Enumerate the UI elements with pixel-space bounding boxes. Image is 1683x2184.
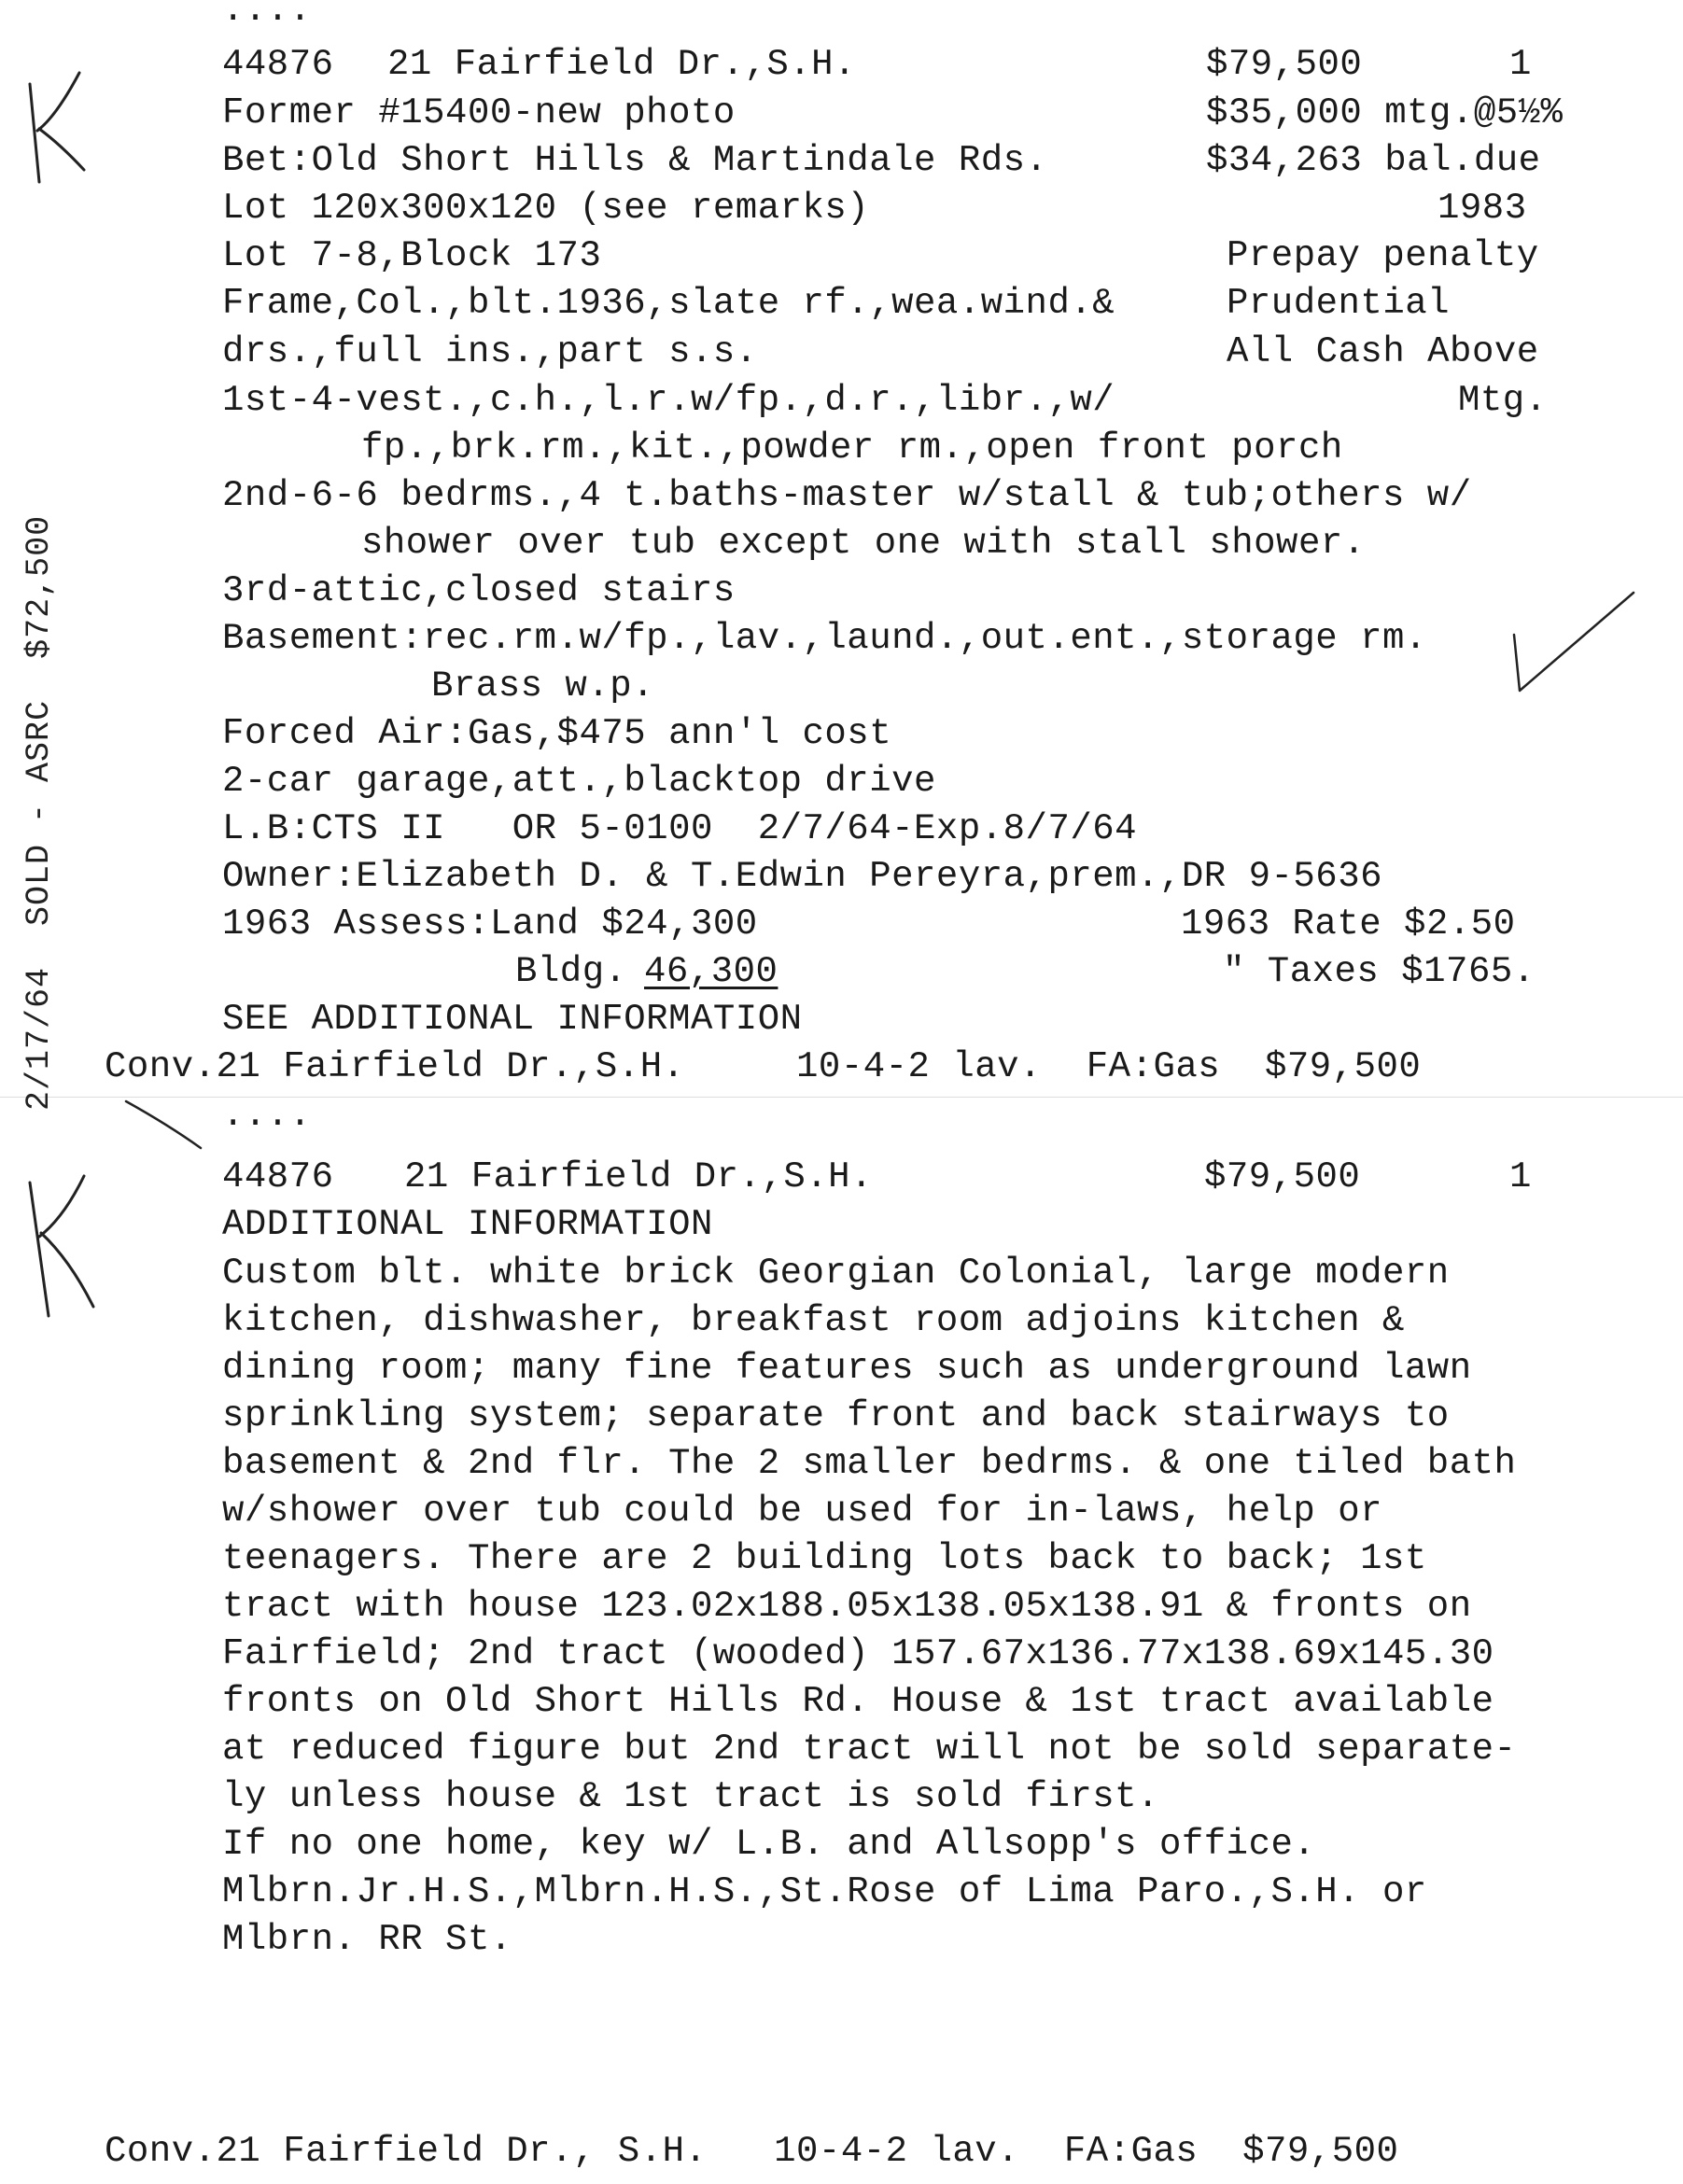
check-mark <box>1503 579 1643 700</box>
card2-price: $79,500 <box>1204 1156 1361 1197</box>
remarks-line: Mlbrn.Jr.H.S.,Mlbrn.H.S.,St.Rose of Lima Paro.,S.H. or <box>222 1871 1427 1912</box>
first-floor-cont: fp.,brk.rm.,kit.,powder rm.,open front porch <box>361 427 1343 469</box>
balance-due-line: $34,263 bal.due <box>1206 140 1541 181</box>
remarks-line: sprinkling system; separate front and back stairways to <box>222 1395 1450 1436</box>
remarks-line: fronts on Old Short Hills Rd. House & 1st tract available <box>222 1681 1494 1722</box>
heating-line: Forced Air:Gas,$475 ann'l cost <box>222 713 892 754</box>
owner-line: Owner:Elizabeth D. & T.Edwin Pereyra,prem.,DR 9-5636 <box>222 856 1382 897</box>
garage-line: 2-car garage,att.,blacktop drive <box>222 761 936 802</box>
card1-address: 21 Fairfield Dr.,S.H. <box>387 44 856 85</box>
additional-info-title: ADDITIONAL INFORMATION <box>222 1204 713 1245</box>
all-cash-mtg: Mtg. <box>1458 380 1548 421</box>
remarks-line: Mlbrn. RR St. <box>222 1919 512 1960</box>
card2-dots: .... <box>222 1095 312 1136</box>
card1-price: $79,500 <box>1206 44 1363 85</box>
second-floor-cont: shower over tub except one with stall shower. <box>361 523 1366 564</box>
sold-stamp: 2/17/64 SOLD - ASRC $72,500 <box>21 514 58 1111</box>
remarks-line: at reduced figure but 2nd tract will not be sold separate- <box>222 1729 1517 1770</box>
assess-bldg-label: Bldg. <box>515 951 627 992</box>
due-year: 1983 <box>1438 188 1527 229</box>
taxes-line: " Taxes $1765. <box>1223 951 1536 992</box>
prepay-penalty: Prepay penalty <box>1227 235 1539 276</box>
remarks-line: w/shower over tub could be used for in-laws, help or <box>222 1491 1382 1532</box>
between-roads-line: Bet:Old Short Hills & Martindale Rds. <box>222 140 1048 181</box>
lot-size-line: Lot 120x300x120 (see remarks) <box>222 188 870 229</box>
remarks-line: ly unless house & 1st tract is sold first. <box>222 1776 1159 1817</box>
lot-block-line: Lot 7-8,Block 173 <box>222 235 602 276</box>
third-floor-line: 3rd-attic,closed stairs <box>222 570 736 611</box>
mortgage-line: $35,000 mtg.@5½% <box>1206 92 1564 133</box>
handwritten-k-bottom <box>19 1171 103 1321</box>
handwritten-k-top <box>19 65 93 187</box>
listing-broker-line: L.B:CTS II OR 5-0100 2/7/64-Exp.8/7/64 <box>222 808 1138 849</box>
handwritten-stroke <box>121 1092 215 1157</box>
tax-rate-line: 1963 Rate $2.50 <box>1181 903 1516 945</box>
doors-line: drs.,full ins.,part s.s. <box>222 331 758 372</box>
basement-line: Basement:rec.rm.w/fp.,lav.,laund.,out.ent.,storage rm. <box>222 618 1427 659</box>
frame-line: Frame,Col.,blt.1936,slate rf.,wea.wind.& <box>222 283 1115 324</box>
card1-dots: .... <box>222 0 312 31</box>
second-floor-line: 2nd-6-6 bedrms.,4 t.baths-master w/stall & tub;others w/ <box>222 475 1472 516</box>
card2-address: 21 Fairfield Dr.,S.H. <box>404 1156 873 1197</box>
remarks-line: dining room; many fine features such as underground lawn <box>222 1348 1472 1389</box>
lender: Prudential <box>1227 283 1451 324</box>
basement-cont: Brass w.p. <box>431 665 655 707</box>
card1-listing-number: 44876 <box>222 44 334 85</box>
card2-page-number: 1 <box>1509 1156 1532 1197</box>
remarks-line: basement & 2nd flr. The 2 smaller bedrms. & one tiled bath <box>222 1443 1517 1484</box>
remarks-line: Custom blt. white brick Georgian Colonial, large modern <box>222 1253 1450 1294</box>
remarks-line: kitchen, dishwasher, breakfast room adjoins kitchen & <box>222 1300 1405 1341</box>
card1-conv-line: Conv.21 Fairfield Dr.,S.H. 10-4-2 lav. FA:Gas $79,500 <box>105 1046 1422 1087</box>
assess-land-line: 1963 Assess:Land $24,300 <box>222 903 758 945</box>
assess-bldg-value: 46,300 <box>644 951 778 992</box>
remarks-line: tract with house 123.02x188.05x138.05x138.91 & fronts on <box>222 1586 1472 1627</box>
remarks-line: Fairfield; 2nd tract (wooded) 157.67x136.77x138.69x145.30 <box>222 1633 1494 1674</box>
card2-listing-number: 44876 <box>222 1156 334 1197</box>
all-cash-above: All Cash Above <box>1227 331 1539 372</box>
remarks-line: If no one home, key w/ L.B. and Allsopp's office. <box>222 1824 1316 1865</box>
former-listing-line: Former #15400-new photo <box>222 92 736 133</box>
first-floor-line: 1st-4-vest.,c.h.,l.r.w/fp.,d.r.,libr.,w/ <box>222 380 1115 421</box>
card2-conv-line: Conv.21 Fairfield Dr., S.H. 10-4-2 lav. FA:Gas $79,500 <box>105 2131 1399 2172</box>
card1-page-number: 1 <box>1509 44 1532 85</box>
see-additional-info: SEE ADDITIONAL INFORMATION <box>222 999 803 1040</box>
remarks-line: teenagers. There are 2 building lots back to back; 1st <box>222 1538 1427 1579</box>
